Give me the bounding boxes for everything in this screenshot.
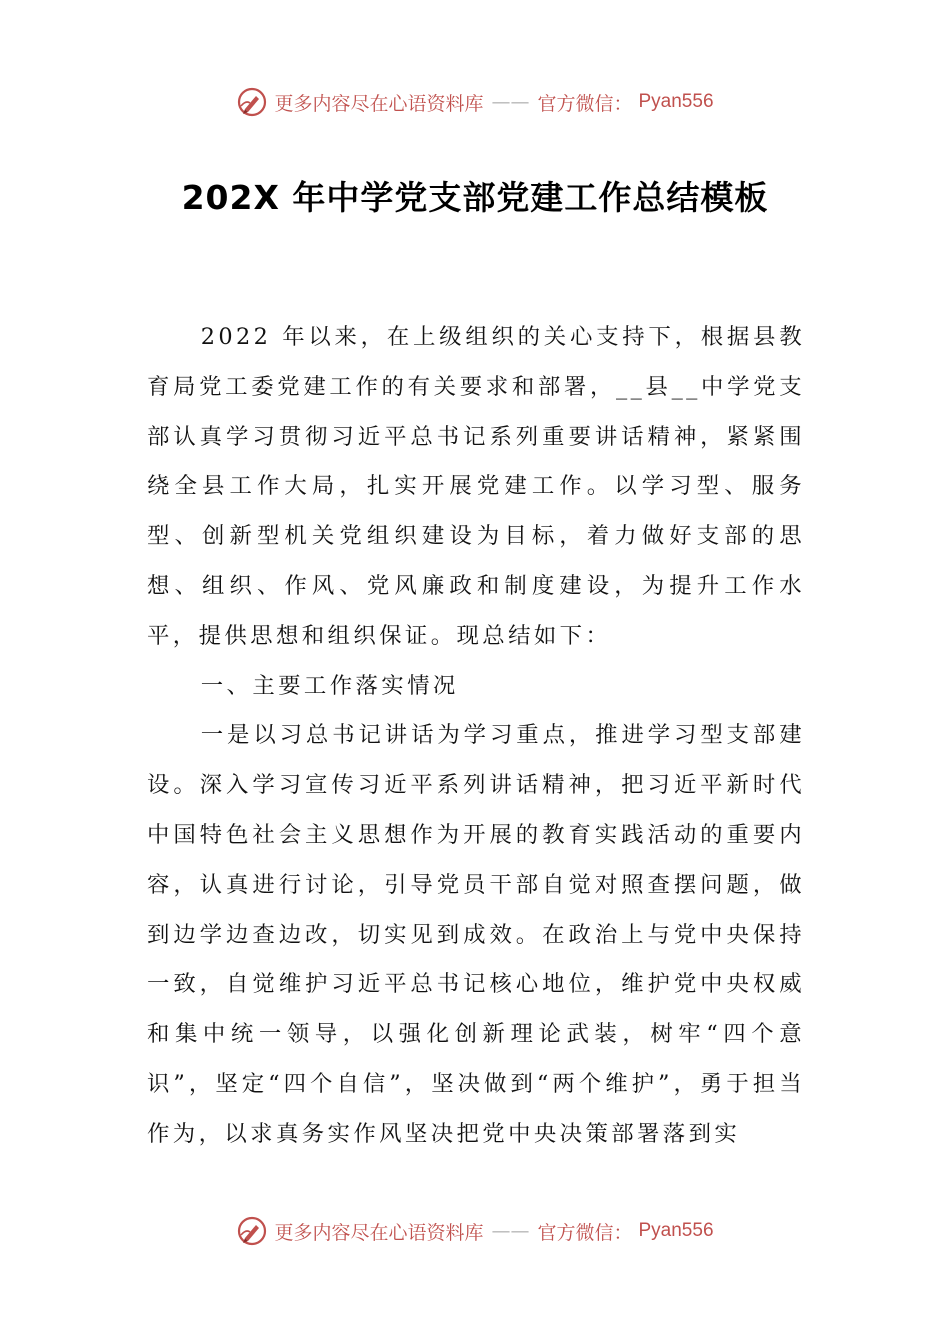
banner-text: 更多内容尽在心语资料库	[274, 92, 484, 115]
section-heading: 一、主要工作落实情况	[200, 672, 459, 699]
pen-logo-icon	[236, 1215, 268, 1247]
footer-banner	[0, 1211, 950, 1251]
wechat-label: 官方微信：	[537, 92, 633, 115]
document-title: 202X 年中学党支部党建工作总结模板	[181, 178, 769, 217]
body-paragraph: 一是以习总书记讲话为学习重点，推进学习型支部建设。深入学习宣传习近平系列讲话精神，把习近平新时代中国特色社会主义思想作为开展的教育实践活动的重要内容，认真进行讨论，引导党员干部自觉对照查摆问题，做到边学边查边改，切实见到成效。在政治上与党中央保持一致，自觉维护习近平总书记核心地位，维护党中央权威和集中统一领导，以强化创新理论武装，树牢“四个意识”，坚定“四个自信”，坚决做到“两个维护”，勇于担当作为，以求真务实作风坚决把党中央决策部署落到实	[147, 722, 805, 1147]
wechat-id: Pyan556	[638, 91, 714, 112]
banner-separator: ——	[491, 1220, 530, 1242]
header-banner	[0, 82, 950, 122]
document-body	[147, 313, 805, 1160]
banner-separator: ——	[491, 91, 530, 113]
pen-logo-icon	[236, 86, 268, 118]
wechat-label: 官方微信：	[537, 1221, 633, 1244]
wechat-id: Pyan556	[638, 1220, 714, 1241]
banner-text: 更多内容尽在心语资料库	[274, 1221, 484, 1244]
intro-paragraph: 2022 年以来，在上级组织的关心支持下，根据县教育局党工委党建工作的有关要求和部署，__县__中学党支部认真学习贯彻习近平总书记系列重要讲话精神，紧紧围绕全县工作大局，扎实开展党建工作。以学习型、服务型、创新型机关党组织建设为目标，着力做好支部的思想、组织、作风、党风廉政和制度建设，为提升工作水平，提供思想和组织保证。现总结如下：	[147, 324, 805, 649]
